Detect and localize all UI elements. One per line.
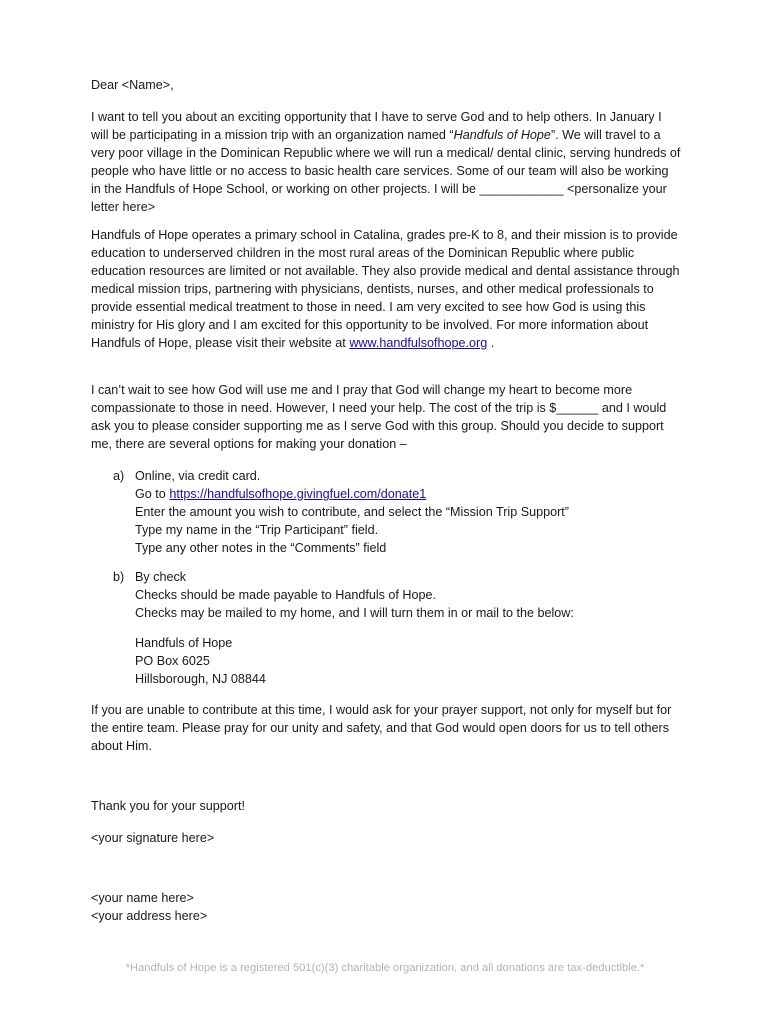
option-b-line: Checks may be mailed to my home, and I will turn them in or mail to the below:	[135, 606, 574, 620]
option-a-marker: a)	[113, 469, 125, 483]
option-b-line: Checks should be made payable to Handfuls of Hope.	[135, 588, 437, 602]
greeting: Dear <Name>,	[91, 78, 174, 92]
about-paragraph	[91, 226, 681, 352]
option-a-line: Enter the amount you wish to contribute, and select the “Mission Trip Support”	[135, 505, 570, 519]
thanks-line: Thank you for your support!	[91, 799, 246, 813]
option-a-line: Online, via credit card.	[135, 469, 261, 483]
option-b-marker: b)	[113, 570, 125, 584]
footer-note: *Handfuls of Hope is a registered 501(c)(3) charitable organization, and all donations are tax-deductible.*	[125, 962, 645, 974]
org-name-italic: Handfuls of Hope	[453, 128, 551, 142]
about-text-end: .	[487, 336, 495, 350]
option-b	[113, 568, 683, 622]
mailing-address: Handfuls of Hope PO Box 6025 Hillsborough, NJ 08844	[135, 636, 266, 686]
prayer-paragraph: If you are unable to contribute at this time, I would ask for your prayer support, not only for myself but for the entire team. Please pray for our unity and safety, and that God would open doors for us to tell others about Him.	[91, 703, 672, 753]
name-placeholder: <your name here>	[91, 891, 194, 905]
intro-text-continued: ”. We will travel to a very poor village in the Dominican Republic where we will run a medical/ dental clinic, serving hundreds of people who have little or no access to basic health care services. Some of our team will also be working in the Handfuls of Hope School, or working on other projects. I will be ____________ <personalize your letter here>	[91, 128, 681, 214]
signature-placeholder: <your signature here>	[91, 831, 215, 845]
intro-paragraph	[91, 108, 681, 216]
about-text: Handfuls of Hope operates a primary school in Catalina, grades pre-K to 8, and their mission is to provide education to underserved children in the most rural areas of the Dominican Republic where public education resources are limited or not available. They also provide medical and dental assistance through medical mission trips, partnering with physicians, dentists, nurses, and other medical professionals to provide essential medical treatment to those in need. I am very excited to see how God is using this ministry for His glory and I am excited for this opportunity to be involved. For more information about Handfuls of Hope, please visit their website at	[91, 228, 680, 350]
option-b-line: By check	[135, 570, 187, 584]
option-a	[113, 467, 683, 557]
donate-link[interactable]: https://handfulsofhope.givingfuel.com/donate1	[169, 487, 427, 501]
intro-text: I want to tell you about an exciting opportunity that I have to serve God and to help others. In January I will be participating in a mission trip with an organization named “	[91, 110, 662, 142]
option-a-line: Type any other notes in the “Comments” field	[135, 541, 387, 555]
goto-prefix: Go to	[135, 487, 170, 501]
option-a-line: Type my name in the “Trip Participant” field.	[135, 523, 379, 537]
website-link[interactable]: www.handfulsofhope.org	[349, 336, 488, 350]
address-placeholder: <your address here>	[91, 909, 208, 923]
request-paragraph: I can’t wait to see how God will use me and I pray that God will change my heart to become more compassionate to those in need. However, I need your help. The cost of the trip is $______ and I would ask you to please consider supporting me as I serve God with this group. Should you decide to support me, there are several options for making your donation –	[91, 383, 667, 451]
